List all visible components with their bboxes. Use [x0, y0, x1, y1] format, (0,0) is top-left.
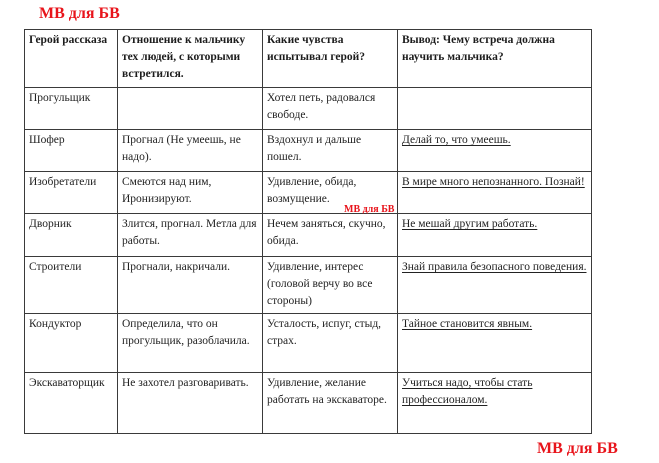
- table-row: [25, 257, 592, 314]
- cell-conclusion: Знай правила безопасного поведения.: [398, 257, 592, 314]
- watermark-top: МВ для БВ: [39, 5, 120, 22]
- table-row: [25, 88, 592, 130]
- story-analysis-table: [24, 29, 592, 434]
- cell-hero: Шофер: [25, 130, 118, 172]
- cell-attitude: Смеются над ним, Иронизируют.: [118, 172, 263, 214]
- cell-conclusion: Тайное становится явным.: [398, 314, 592, 373]
- watermark-middle: МВ для БВ: [344, 204, 395, 215]
- cell-attitude: Прогнал (Не умеешь, не надо).: [118, 130, 263, 172]
- cell-attitude: Не захотел разговаривать.: [118, 373, 263, 434]
- table-row: [25, 172, 592, 214]
- cell-conclusion: В мире много непознанного. Познай!: [398, 172, 592, 214]
- table-row: [25, 214, 592, 257]
- cell-hero: Дворник: [25, 214, 118, 257]
- cell-hero: Экскаваторщик: [25, 373, 118, 434]
- cell-feelings: Удивление, желание работать на экскаваторе.: [263, 373, 398, 434]
- cell-feelings: Хотел петь, радовался свободе.: [263, 88, 398, 130]
- cell-hero: Строители: [25, 257, 118, 314]
- table-header-row: [25, 30, 592, 88]
- cell-hero: Прогульщик: [25, 88, 118, 130]
- watermark-bottom: МВ для БВ: [537, 440, 618, 457]
- header-conclusion: Вывод: Чему встреча должна научить мальчика?: [398, 30, 592, 88]
- cell-feelings: Вздохнул и дальше пошел.: [263, 130, 398, 172]
- header-attitude: Отношение к мальчику тех людей, с которыми встретился.: [118, 30, 263, 88]
- cell-feelings: Удивление, интерес (головой верчу во все стороны): [263, 257, 398, 314]
- cell-attitude: Прогнали, накричали.: [118, 257, 263, 314]
- cell-conclusion: [398, 88, 592, 130]
- cell-attitude: Злится, прогнал. Метла для работы.: [118, 214, 263, 257]
- cell-conclusion: Учиться надо, чтобы стать профессионалом.: [398, 373, 592, 434]
- cell-hero: Изобретатели: [25, 172, 118, 214]
- table-row: [25, 130, 592, 172]
- cell-hero: Кондуктор: [25, 314, 118, 373]
- cell-conclusion: Делай то, что умеешь.: [398, 130, 592, 172]
- header-hero: Герой рассказа: [25, 30, 118, 88]
- cell-feelings: Нечем заняться, скучно, обида.: [263, 214, 398, 257]
- table-row: [25, 314, 592, 373]
- cell-feelings: Усталость, испуг, стыд, страх.: [263, 314, 398, 373]
- cell-attitude: Определила, что он прогульщик, разоблачила.: [118, 314, 263, 373]
- header-feelings: Какие чувства испытывал герой?: [263, 30, 398, 88]
- cell-conclusion: Не мешай другим работать.: [398, 214, 592, 257]
- cell-attitude: [118, 88, 263, 130]
- cell-feelings: Удивление, обида, возмущение.: [263, 172, 398, 214]
- table-row: [25, 373, 592, 434]
